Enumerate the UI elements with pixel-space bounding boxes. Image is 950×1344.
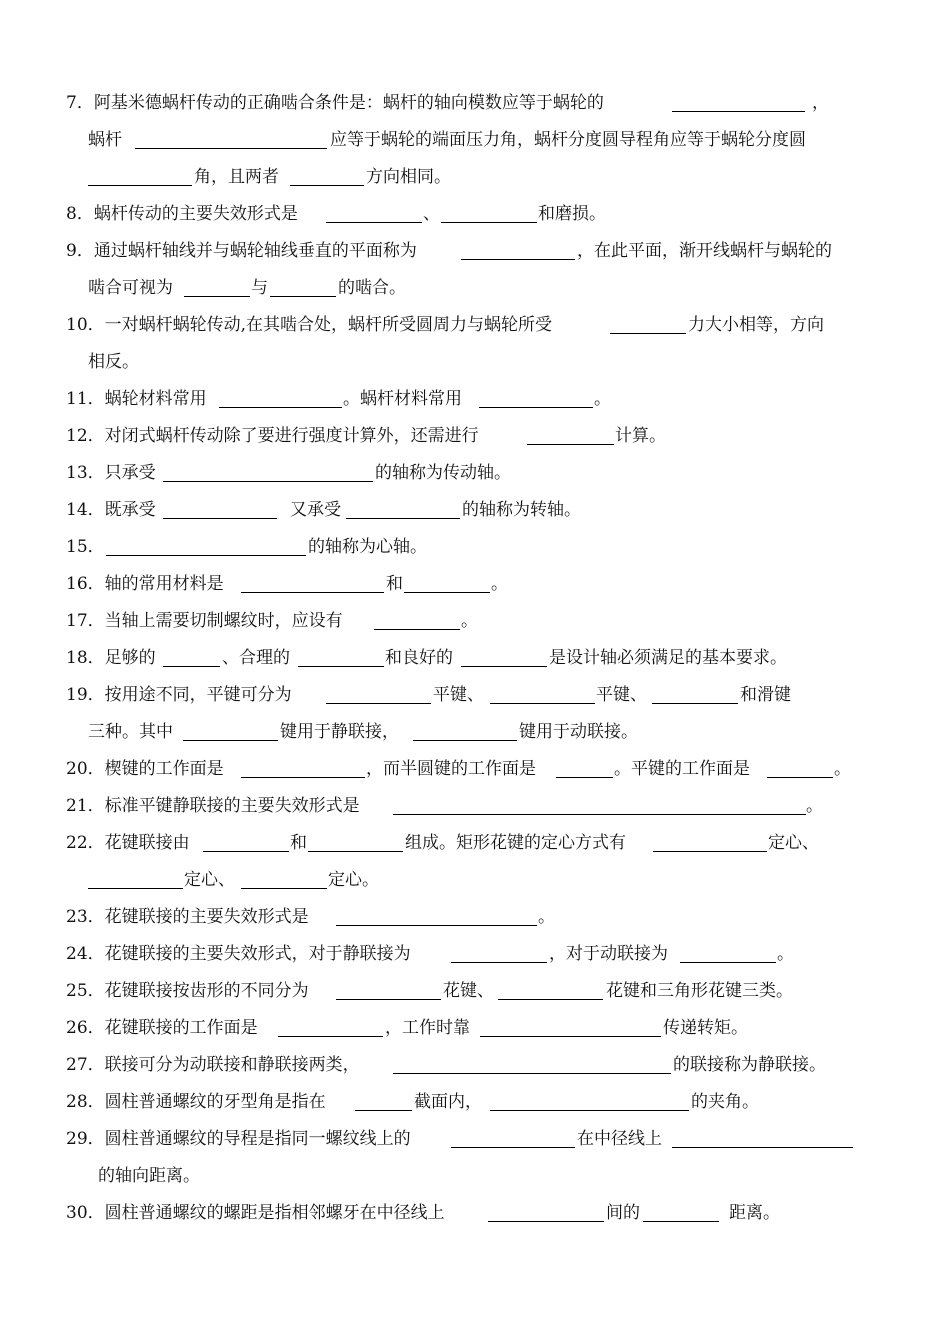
question-text: 12．对闭式蜗杆传动除了要进行强度计算外，还需进行	[66, 426, 479, 446]
question-text: 13．只承受	[66, 463, 156, 483]
answer-blank	[653, 851, 767, 852]
answer-blank	[270, 296, 336, 297]
answer-blank	[241, 777, 365, 778]
answer-blank	[488, 1221, 604, 1222]
answer-blank	[404, 592, 490, 593]
question-text: 又承受	[290, 500, 341, 520]
answer-blank	[219, 407, 342, 408]
question-text: 10．一对蜗杆蜗轮传动,在其啮合处，蜗杆所受圆周力与蜗轮所受	[66, 315, 553, 335]
answer-blank	[183, 740, 278, 741]
answer-blank	[203, 851, 289, 852]
question-text: 。	[491, 574, 508, 594]
question-text: 计算。	[615, 426, 666, 446]
question-text: 定心。	[328, 870, 379, 890]
question-text: 与	[251, 278, 268, 298]
answer-blank	[490, 1110, 689, 1111]
question-text: 25．花键联接按齿形的不同分为	[66, 981, 309, 1001]
answer-blank	[490, 703, 595, 704]
question-text: 30．圆柱普通螺纹的螺距是指相邻螺牙在中径线上	[66, 1203, 445, 1223]
question-text: 角，且两者	[194, 167, 279, 187]
answer-blank	[298, 666, 384, 667]
question-text: 在中径线上	[577, 1129, 662, 1149]
question-text: 、合理的	[222, 648, 290, 668]
question-text: 20．楔键的工作面是	[66, 759, 224, 779]
answer-blank	[336, 925, 537, 926]
question-text: ，对于动联接为	[549, 944, 668, 964]
question-text: ，而半圆键的工作面是	[366, 759, 536, 779]
answer-blank	[163, 481, 373, 482]
question-text: 22．花键联接由	[66, 833, 190, 853]
question-text: 传递转矩。	[663, 1018, 748, 1038]
question-text: 的轴称为心轴。	[308, 537, 427, 557]
answer-blank	[393, 814, 806, 815]
question-text: 。	[538, 907, 555, 927]
answer-blank	[393, 1073, 671, 1074]
question-text: 11．蜗轮材料常用	[66, 389, 207, 409]
answer-blank	[241, 592, 384, 593]
question-text: 和	[386, 574, 403, 594]
question-text: 。	[806, 796, 823, 816]
answer-blank	[290, 185, 364, 186]
question-text: 。蜗杆材料常用	[343, 389, 462, 409]
question-text: 组成。矩形花键的定心方式有	[405, 833, 626, 853]
question-text: 的轴称为转轴。	[462, 500, 581, 520]
answer-blank	[308, 851, 403, 852]
question-text: 和良好的	[385, 648, 453, 668]
question-text: ，	[812, 93, 829, 113]
question-text: 15．	[66, 537, 105, 557]
answer-blank	[451, 1147, 575, 1148]
question-text: 24．花键联接的主要失效形式，对于静联接为	[66, 944, 411, 964]
answer-blank	[610, 333, 686, 334]
question-text: 花键、	[443, 981, 494, 1001]
answer-blank	[461, 259, 575, 260]
answer-blank	[184, 296, 250, 297]
question-text: 的啮合。	[338, 278, 406, 298]
question-text: 三种。其中	[88, 722, 173, 742]
answer-blank	[163, 666, 220, 667]
answer-blank	[498, 999, 603, 1000]
question-text: 的轴称为传动轴。	[375, 463, 511, 483]
answer-blank	[479, 407, 593, 408]
question-text: 定心、	[768, 833, 819, 853]
question-text: ，在此平面，渐开线蜗杆与蜗轮的	[577, 241, 832, 261]
question-text: 14．既承受	[66, 500, 156, 520]
answer-blank	[480, 1036, 661, 1037]
answer-blank	[346, 518, 460, 519]
question-text: 。	[594, 389, 611, 409]
answer-blank	[326, 222, 422, 223]
question-text: 28．圆柱普通螺纹的牙型角是指在	[66, 1092, 326, 1112]
answer-blank	[163, 518, 277, 519]
answer-blank	[106, 555, 306, 556]
question-text: 和磨损。	[538, 204, 606, 224]
question-text: ，工作时靠	[385, 1018, 470, 1038]
question-text: 9．通过蜗杆轴线并与蜗轮轴线垂直的平面称为	[66, 241, 417, 261]
question-text: 16．轴的常用材料是	[66, 574, 224, 594]
answer-blank	[451, 962, 547, 963]
answer-blank	[278, 1036, 383, 1037]
question-text: 力大小相等，方向	[688, 315, 824, 335]
answer-blank	[672, 111, 805, 112]
question-text: 应等于蜗轮的端面压力角，蜗杆分度圆导程角应等于蜗轮分度圆	[330, 130, 806, 150]
question-text: 26．花键联接的工作面是	[66, 1018, 258, 1038]
answer-blank	[652, 703, 738, 704]
question-text: 8．蜗杆传动的主要失效形式是	[66, 204, 298, 224]
answer-blank	[241, 888, 327, 889]
answer-blank	[556, 777, 613, 778]
question-text: 蜗杆	[88, 130, 122, 150]
question-text: 和	[290, 833, 307, 853]
question-text: 19．按用途不同，平键可分为	[66, 685, 292, 705]
answer-blank	[88, 185, 192, 186]
question-text: 平键、	[433, 685, 484, 705]
question-text: 17．当轴上需要切制螺纹时，应设有	[66, 611, 343, 631]
question-text: 。	[834, 759, 851, 779]
answer-blank	[767, 777, 833, 778]
question-text: 23．花键联接的主要失效形式是	[66, 907, 309, 927]
question-text: 29．圆柱普通螺纹的导程是指同一螺纹线上的	[66, 1129, 411, 1149]
question-text: 截面内，	[414, 1092, 482, 1112]
question-text: 的夹角。	[691, 1092, 759, 1112]
question-text: 距离。	[729, 1203, 780, 1223]
answer-blank	[326, 703, 431, 704]
answer-blank	[374, 629, 460, 630]
question-text: 是设计轴必须满足的基本要求。	[549, 648, 787, 668]
question-text: 相反。	[88, 352, 139, 372]
question-text: 的联接称为静联接。	[673, 1055, 826, 1075]
answer-blank	[527, 444, 614, 445]
question-text: 18．足够的	[66, 648, 156, 668]
question-text: 。平键的工作面是	[614, 759, 750, 779]
question-text: 花键和三角形花键三类。	[606, 981, 793, 1001]
answer-blank	[672, 1147, 853, 1148]
answer-blank	[461, 666, 547, 667]
question-text: 键用于动联接。	[519, 722, 638, 742]
question-text: 21．标准平键静联接的主要失效形式是	[66, 796, 360, 816]
question-text: 定心、	[184, 870, 235, 890]
question-text: 。	[777, 944, 794, 964]
answer-blank	[680, 962, 776, 963]
answer-blank	[413, 740, 517, 741]
answer-blank	[88, 888, 183, 889]
question-text: 27．联接可分为动联接和静联接两类，	[66, 1055, 360, 1075]
answer-blank	[355, 1110, 412, 1111]
question-text: 键用于静联接，	[280, 722, 399, 742]
question-text: 7．阿基米德蜗杆传动的正确啮合条件是：蜗杆的轴向模数应等于蜗轮的	[66, 93, 604, 113]
question-text: 啮合可视为	[88, 278, 173, 298]
question-text: 。	[461, 611, 478, 631]
answer-blank	[441, 222, 537, 223]
question-text: 间的	[606, 1203, 640, 1223]
question-text: 的轴向距离。	[98, 1166, 200, 1186]
answer-blank	[135, 148, 327, 149]
question-text: 和滑键	[740, 685, 791, 705]
question-text: 、	[423, 204, 440, 224]
answer-blank	[643, 1221, 719, 1222]
question-text: 平键、	[596, 685, 647, 705]
answer-blank	[336, 999, 441, 1000]
question-text: 方向相同。	[366, 167, 451, 187]
